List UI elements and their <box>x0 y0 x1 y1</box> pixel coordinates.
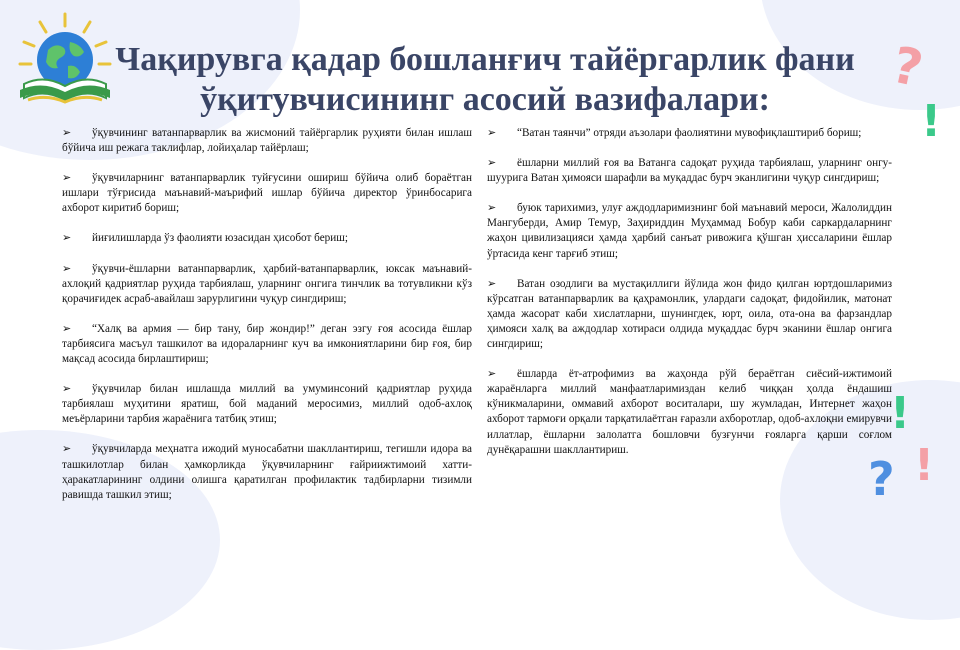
globe-book-emblem-icon <box>10 8 120 110</box>
arrow-bullet-icon: ➢ <box>487 277 497 290</box>
list-item-text: Ватан озодлиги ва мустақиллиги йўлида жон фидо қилган юртдошларимиз кўрсатган ватанпарварлик ва қаҳрамонлик, улардаги садоқат, фидойилик, матонат ҳамда жасорат каби хислатларни, шунингдек, юрт, оила, ота-она ва фарзандлар ҳимояси халқ ва аждодлар хотираси олдида муқаддас бурч эканини ёшлар онгига сингдириш; <box>487 277 892 351</box>
arrow-bullet-icon: ➢ <box>487 127 497 139</box>
list-item <box>62 171 472 216</box>
question-mark-icon: ? <box>887 35 928 99</box>
list-item-text: “Ватан таянчи” отряди аъзолари фаолиятини мувофиқлаштириб бориш; <box>517 127 862 139</box>
list-item <box>62 442 472 502</box>
arrow-bullet-icon: ➢ <box>62 127 72 139</box>
list-item-text: ўқувчиларда меҳнатга ижодий муносабатни шакллантириш, тегишли идора ва ташкилотлар билан ҳамкорликда ўқувчиларнинг ғайриижтимоий хатти-ҳаракатларининг олдини олишга қаратилган профилактик тадбирларни тизимли равишда ташкил этиш; <box>62 443 472 501</box>
list-item-text: ёшларда ёт-атрофимиз ва жаҳонда рўй бераётган сиёсий-ижтимоий жараёнларга миллий манфаатларимиздан келиб чиққан ҳолда ёндашиш кўникмаларини, оммавий ахборот воситалари, шу жумладан, Интернет жаҳон ахборот тармоғи орқали тарқатилаётган ғаразли ахборотлар, одоб-ахлоқни емирувчи иллатлар, ёшларни залолатга бошловчи бузғунчи ғояларга қарши соғлом дунёқарашни шакллантириш. <box>487 368 892 456</box>
list-item <box>62 262 472 307</box>
list-item-text: буюк тарихимиз, улуғ аждодларимизнинг бой маънавий мероси, Жалолиддин Мангуберди, Амир Темур, Заҳириддин Муҳаммад Бобур каби саркардаларнинг жаҳон цивилизацияси ҳамда ҳарбий санъат ривожига қўшган ҳиссаларини ёшлар ўртасида кенг тарғиб этиш; <box>487 202 892 260</box>
arrow-bullet-icon: ➢ <box>62 232 72 245</box>
list-item <box>487 156 892 186</box>
list-item-text: ёшларни миллий ғоя ва Ватанга садоқат руҳида тарбиялаш, уларнинг онгу-шуурига Ватан ҳимояси шарафли ва муқаддас бурч эканлигини чуқур сингдириш; <box>487 157 892 185</box>
arrow-bullet-icon: ➢ <box>62 172 72 185</box>
list-item <box>487 367 892 458</box>
arrow-bullet-icon: ➢ <box>487 157 497 170</box>
duties-list-right <box>487 126 892 473</box>
arrow-bullet-icon: ➢ <box>487 368 497 381</box>
page-title-line-2: ўқитувчисининг асосий вазифалари: <box>200 81 770 118</box>
duties-list-left <box>62 126 472 518</box>
list-item-text: ўқувчилар билан ишлашда миллий ва умуминсоний қадриятлар руҳида тарбиялаш муҳитини яратиш, бой маданий меросимиз, миллий одоб-ахлоқ меъёрларини тарбия жараёнига татбиқ этиш; <box>62 383 472 426</box>
exclamation-mark-icon: ! <box>921 96 942 147</box>
list-item <box>62 231 472 246</box>
arrow-bullet-icon: ➢ <box>62 443 72 456</box>
list-item-text: ўқувчиларнинг ватанпарварлик туйғусини ошириш бўйича олиб бораётган ишлари тўғрисида маънавий-маърифий ишлар бўйича директор ўринбосарига ахборот киритиб бориш; <box>62 172 472 215</box>
list-item-text: “Халқ ва армия — бир тану, бир жондир!” деган эзгу ғоя асосида ёшлар тарбиясига масъул ташкилот ва идораларнинг куч ва имкониятларини бир ғоя, бир мақсад асосида бирлаштириш; <box>62 322 472 366</box>
list-item <box>487 126 892 141</box>
arrow-bullet-icon: ➢ <box>62 322 72 335</box>
page-title-line-1: Чақирувга қадар бошланғич тайёргарлик фани <box>115 41 855 78</box>
list-item <box>62 322 472 367</box>
list-item-text: ўқувчи-ёшларни ватанпарварлик, ҳарбий-ватанпарварлик, юксак маънавий-ахлоқий қадриятлар руҳида тарбиялаш, уларнинг онгига тинчлик ва тотувликни кўз қорачиғидек асраб-авайлаш зарурлигини чуқур сингдириш; <box>62 262 472 305</box>
exclamation-mark-icon: ! <box>890 388 911 439</box>
list-item <box>62 382 472 427</box>
arrow-bullet-icon: ➢ <box>62 383 72 396</box>
question-mark-icon: ? <box>868 452 895 506</box>
page-title <box>115 40 855 120</box>
exclamation-mark-icon: ! <box>914 440 935 491</box>
list-item <box>487 201 892 261</box>
arrow-bullet-icon: ➢ <box>62 262 72 275</box>
list-item-text: ўқувчининг ватанпарварлик ва жисмоний тайёргарлик руҳияти билан ишлаш бўйича иш режага таклифлар, лойиҳалар тайёрлаш; <box>62 127 472 155</box>
list-item <box>487 277 892 352</box>
list-item-text: йиғилишларда ўз фаолияти юзасидан ҳисобот бериш; <box>92 232 348 245</box>
list-item <box>62 126 472 156</box>
arrow-bullet-icon: ➢ <box>487 202 497 215</box>
